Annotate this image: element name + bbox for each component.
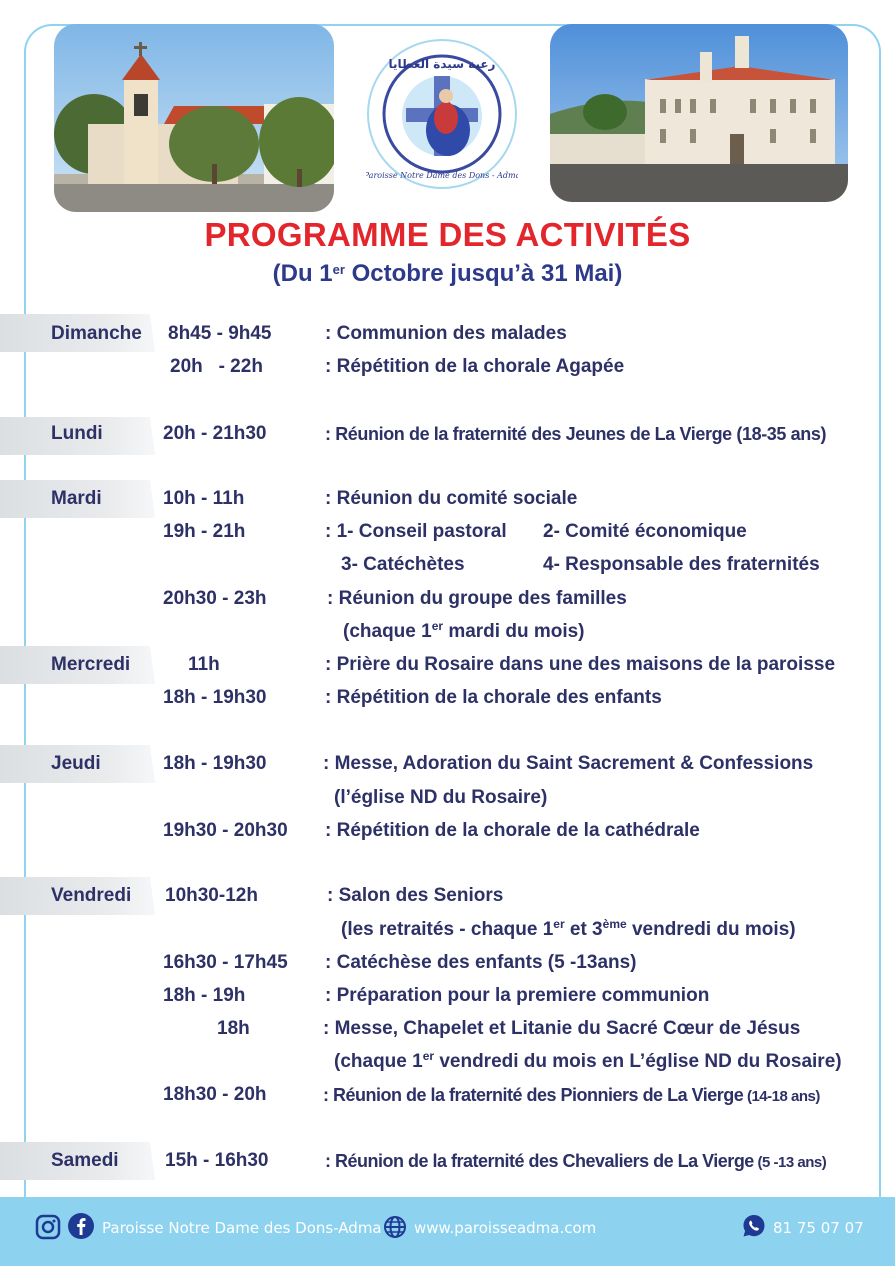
svg-text:رعية سيدة العطايا: رعية سيدة العطايا: [388, 57, 496, 71]
day-label: Samedi: [51, 1150, 119, 1171]
time-slot: 10h - 11h: [163, 488, 245, 509]
time-slot: 18h - 19h: [163, 985, 246, 1006]
time-slot: 18h - 19h30: [163, 753, 267, 774]
day-label: Mardi: [51, 488, 102, 509]
activity-note: (chaque 1er mardi du mois): [343, 619, 585, 642]
day-label: Lundi: [51, 423, 103, 444]
activity: : Réunion de la fraternité des Chevaliers de La Vierge (5 -13 ans): [325, 1151, 827, 1171]
time-slot: 16h30 - 17h45: [163, 952, 288, 973]
time-slot: 11h: [188, 654, 220, 675]
time-slot: 18h: [217, 1018, 250, 1039]
time-slot: 20h30 - 23h: [163, 588, 267, 609]
page-title: PROGRAMME DES ACTIVITÉS: [204, 216, 691, 253]
facebook-link[interactable]: Paroisse Notre Dame des Dons-Adma: [102, 1219, 382, 1237]
page-subtitle: (Du 1er Octobre jusqu’à 31 Mai): [272, 260, 623, 287]
time-slot: 19h30 - 20h30: [163, 820, 288, 841]
instagram-icon[interactable]: [35, 1214, 61, 1240]
activity: : Réunion de la fraternité des Pionniers de La Vierge (14-18 ans): [323, 1085, 820, 1105]
activity-note: (l’église ND du Rosaire): [334, 787, 548, 808]
activity: : Catéchèse des enfants (5 -13ans): [325, 952, 637, 973]
activity: 2- Comité économique: [543, 521, 747, 542]
activity: : Réunion du comité sociale: [325, 488, 578, 509]
day-label: Dimanche: [51, 323, 142, 344]
activity: : Répétition de la chorale de la cathédrale: [325, 820, 700, 841]
svg-text:Paroisse Notre Dame des Dons -: Paroisse Notre Dame des Dons - Adma: [366, 171, 518, 180]
activity: : Réunion de la fraternité des Jeunes de La Vierge (18-35 ans): [325, 424, 827, 444]
activity: : Prière du Rosaire dans une des maisons de la paroisse: [325, 654, 836, 675]
parish-logo: [366, 38, 518, 190]
activity: : Répétition de la chorale Agapée: [325, 356, 625, 377]
activity-note: (chaque 1er vendredi du mois en L’église ND du Rosaire): [334, 1049, 842, 1072]
cathedral-photo-right: [550, 24, 848, 202]
time-slot: 8h45 - 9h45: [168, 323, 272, 344]
time-slot: 18h30 - 20h: [163, 1084, 267, 1105]
time-slot: 18h - 19h30: [163, 687, 267, 708]
globe-icon: [383, 1215, 407, 1239]
day-label: Vendredi: [51, 885, 132, 906]
time-slot: 10h30-12h: [165, 885, 258, 906]
day-label: Mercredi: [51, 654, 131, 675]
time-slot: 20h - 22h: [170, 356, 263, 377]
activity-note: (les retraités - chaque 1er et 3ème vendredi du mois): [341, 917, 796, 940]
activity: : Répétition de la chorale des enfants: [325, 687, 662, 708]
activity: : Communion des malades: [325, 323, 567, 344]
activity: : Salon des Seniors: [327, 885, 504, 906]
activity: : 1- Conseil pastoral: [325, 521, 507, 542]
activity: 4- Responsable des fraternités: [543, 554, 820, 575]
day-label: Jeudi: [51, 753, 101, 774]
time-slot: 20h - 21h30: [163, 423, 267, 444]
whatsapp-icon[interactable]: [741, 1213, 767, 1239]
activity: 3- Catéchètes: [341, 554, 465, 575]
time-slot: 15h - 16h30: [165, 1150, 269, 1171]
activity: : Messe, Chapelet et Litanie du Sacré Cœur de Jésus: [323, 1018, 801, 1039]
activity: : Messe, Adoration du Saint Sacrement & Confessions: [323, 753, 814, 774]
website-link[interactable]: www.paroisseadma.com: [414, 1219, 597, 1237]
time-slot: 19h - 21h: [163, 521, 246, 542]
activity: : Préparation pour la premiere communion: [325, 985, 710, 1006]
activity: : Réunion du groupe des familles: [327, 588, 627, 609]
facebook-icon[interactable]: [67, 1212, 95, 1240]
church-photo-left: [54, 24, 334, 212]
phone-number[interactable]: 81 75 07 07: [773, 1219, 864, 1237]
